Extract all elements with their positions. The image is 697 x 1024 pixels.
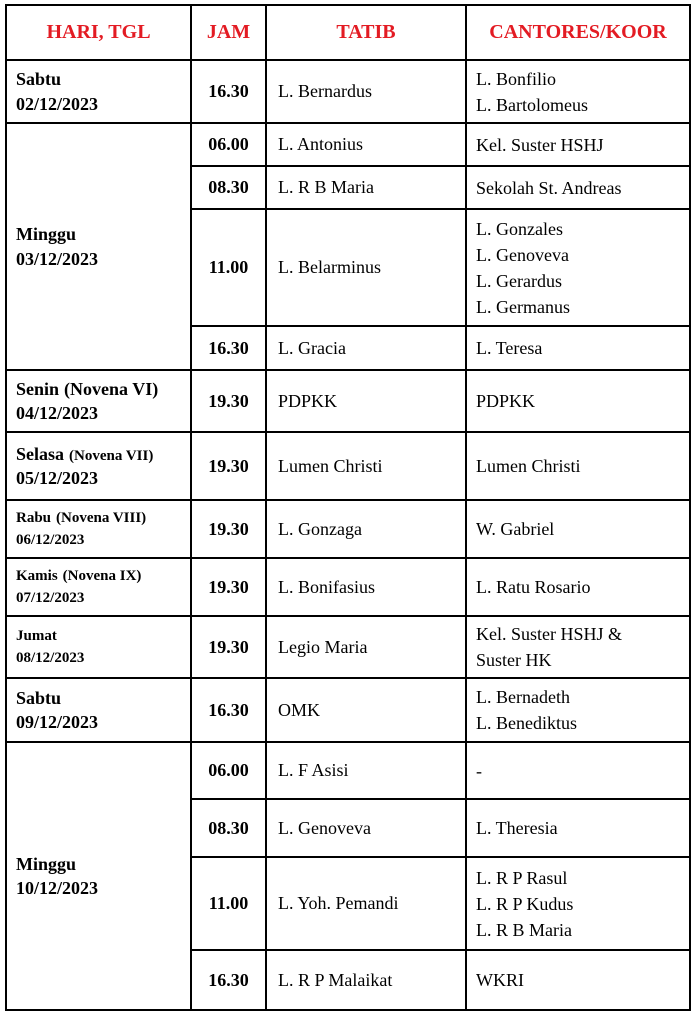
cantores-line: WKRI xyxy=(476,970,524,990)
table-row xyxy=(6,742,690,799)
day-cell xyxy=(6,742,191,1010)
tatib-cell: L. Yoh. Pemandi xyxy=(266,857,466,950)
cantores-line: L. Gerardus xyxy=(476,270,562,291)
cantores-line: L. Genoveva xyxy=(476,244,569,265)
day-date: 06/12/2023 xyxy=(16,532,85,548)
tatib-cell: L. Bonifasius xyxy=(266,558,466,616)
tatib-cell: L. Bernardus xyxy=(266,60,466,123)
day-note: (Novena IX) xyxy=(62,567,142,584)
cantores-cell xyxy=(466,209,690,326)
table-row xyxy=(6,60,690,123)
day-name: Jumat xyxy=(16,627,57,644)
cantores-line: L. R P Kudus xyxy=(476,893,574,914)
cantores-cell xyxy=(466,558,690,616)
day-cell xyxy=(6,370,191,432)
table-row xyxy=(6,616,690,678)
table-row xyxy=(6,678,690,742)
column-header-hari-tgl: HARI, TGL xyxy=(6,5,191,60)
tatib-cell: L. Antonius xyxy=(266,123,466,166)
day-note: (Novena VIII) xyxy=(56,509,147,526)
cantores-line: L. Germanus xyxy=(476,296,570,317)
cantores-line: Kel. Suster HSHJ xyxy=(476,134,604,155)
day-date: 09/12/2023 xyxy=(16,712,99,732)
column-header-tatib: TATIB xyxy=(266,5,466,60)
time-cell: 16.30 xyxy=(191,678,266,742)
cantores-line: Suster HK xyxy=(476,650,552,670)
day-note: (Novena VII) xyxy=(69,447,154,464)
day-name: Rabu (Novena VIII) xyxy=(16,509,147,526)
tatib-cell: L. Gracia xyxy=(266,326,466,370)
day-date: 08/12/2023 xyxy=(16,650,85,666)
cantores-line: L. Teresa xyxy=(476,338,543,358)
cantores-cell xyxy=(466,950,690,1010)
time-cell: 11.00 xyxy=(191,209,266,326)
day-date: 04/12/2023 xyxy=(16,403,99,423)
cantores-cell xyxy=(466,166,690,209)
time-cell: 19.30 xyxy=(191,616,266,678)
day-name: Minggu xyxy=(16,853,77,874)
cantores-line: L. R P Rasul xyxy=(476,867,568,888)
day-cell xyxy=(6,432,191,500)
tatib-cell: Lumen Christi xyxy=(266,432,466,500)
time-cell: 16.30 xyxy=(191,326,266,370)
cantores-cell xyxy=(466,799,690,857)
cantores-line: L. Bartolomeus xyxy=(476,94,588,115)
cantores-cell xyxy=(466,742,690,799)
day-note: (Novena VI) xyxy=(64,378,159,399)
tatib-cell: OMK xyxy=(266,678,466,742)
cantores-line: L. R B Maria xyxy=(476,919,572,940)
column-header-cantores-koor: CANTORES/KOOR xyxy=(466,5,690,60)
cantores-line: - xyxy=(476,760,482,781)
cantores-line: L. Benediktus xyxy=(476,713,577,733)
time-cell: 16.30 xyxy=(191,950,266,1010)
cantores-line: L. Theresia xyxy=(476,818,558,838)
tatib-cell: Legio Maria xyxy=(266,616,466,678)
tatib-cell: L. Belarminus xyxy=(266,209,466,326)
schedule-table xyxy=(5,4,691,1011)
header-row xyxy=(6,5,690,60)
time-cell: 19.30 xyxy=(191,500,266,558)
day-name: Kamis (Novena IX) xyxy=(16,567,142,584)
cantores-cell xyxy=(466,60,690,123)
column-header-jam: JAM xyxy=(191,5,266,60)
time-cell: 11.00 xyxy=(191,857,266,950)
cantores-cell xyxy=(466,370,690,432)
cantores-cell xyxy=(466,857,690,950)
cantores-cell xyxy=(466,432,690,500)
cantores-cell xyxy=(466,500,690,558)
tatib-cell: PDPKK xyxy=(266,370,466,432)
time-cell: 19.30 xyxy=(191,432,266,500)
day-date: 10/12/2023 xyxy=(16,878,99,898)
tatib-cell: L. F Asisi xyxy=(266,742,466,799)
table-row xyxy=(6,370,690,432)
day-cell xyxy=(6,558,191,616)
time-cell: 19.30 xyxy=(191,370,266,432)
table-row xyxy=(6,500,690,558)
day-name: Sabtu xyxy=(16,687,62,708)
cantores-line: Sekolah St. Andreas xyxy=(476,177,622,198)
day-date: 02/12/2023 xyxy=(16,93,99,114)
time-cell: 16.30 xyxy=(191,60,266,123)
time-cell: 08.30 xyxy=(191,166,266,209)
cantores-cell xyxy=(466,678,690,742)
day-date: 03/12/2023 xyxy=(16,248,99,269)
day-date: 05/12/2023 xyxy=(16,468,99,488)
cantores-line: L. Bonfilio xyxy=(476,68,556,89)
day-name: Sabtu xyxy=(16,69,62,90)
time-cell: 06.00 xyxy=(191,742,266,799)
day-cell xyxy=(6,616,191,678)
cantores-line: L. Gonzales xyxy=(476,218,563,239)
day-cell xyxy=(6,678,191,742)
cantores-line: L. Ratu Rosario xyxy=(476,577,591,597)
table-row xyxy=(6,123,690,166)
cantores-cell xyxy=(466,616,690,678)
tatib-cell: L. Gonzaga xyxy=(266,500,466,558)
time-cell: 19.30 xyxy=(191,558,266,616)
time-cell: 08.30 xyxy=(191,799,266,857)
time-cell: 06.00 xyxy=(191,123,266,166)
table-row xyxy=(6,432,690,500)
day-name: Selasa (Novena VII) xyxy=(16,443,154,464)
day-name: Senin (Novena VI) xyxy=(16,378,159,399)
day-cell xyxy=(6,123,191,370)
tatib-cell: L. R B Maria xyxy=(266,166,466,209)
table-row xyxy=(6,558,690,616)
day-name: Minggu xyxy=(16,224,77,245)
cantores-line: Kel. Suster HSHJ & xyxy=(476,624,623,644)
cantores-line: PDPKK xyxy=(476,391,536,411)
cantores-cell xyxy=(466,326,690,370)
cantores-cell xyxy=(466,123,690,166)
cantores-line: W. Gabriel xyxy=(476,519,555,539)
day-date: 07/12/2023 xyxy=(16,590,85,606)
cantores-line: Lumen Christi xyxy=(476,456,581,476)
day-cell xyxy=(6,500,191,558)
tatib-cell: L. Genoveva xyxy=(266,799,466,857)
cantores-line: L. Bernadeth xyxy=(476,687,570,707)
day-cell xyxy=(6,60,191,123)
tatib-cell: L. R P Malaikat xyxy=(266,950,466,1010)
